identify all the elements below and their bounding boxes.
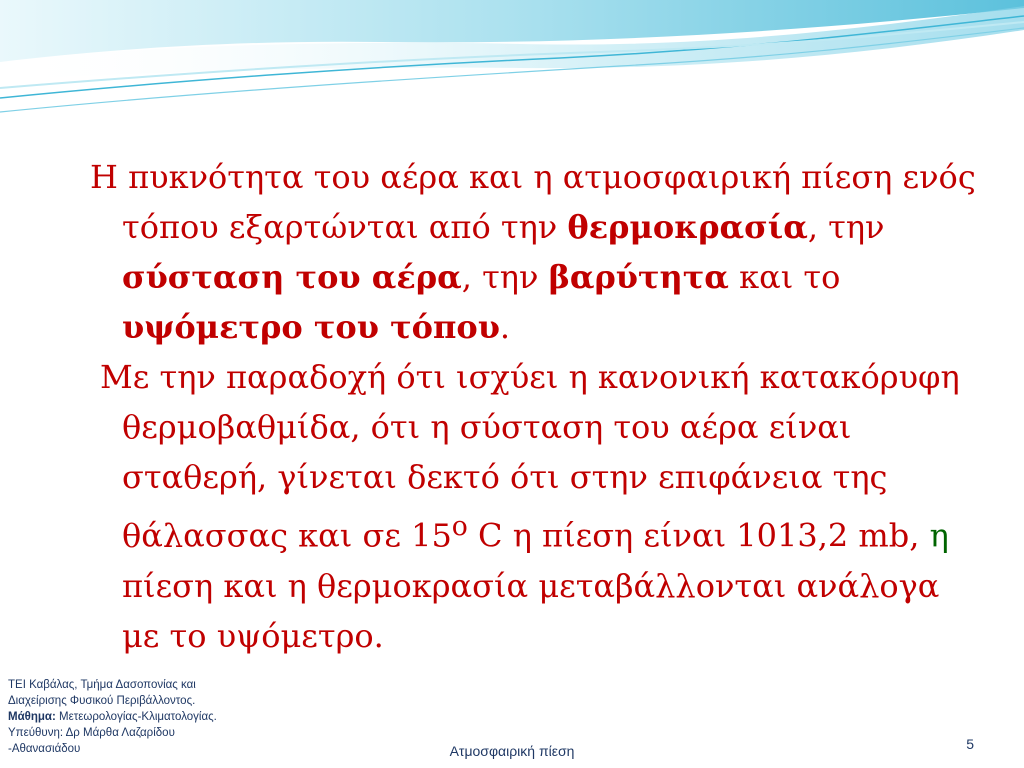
emphasis-altitude: υψόμετρο του τόπου <box>122 308 500 346</box>
emphasis-gravity: βαρύτητα <box>548 258 729 296</box>
footer-course-label: Μάθημα: <box>8 711 56 723</box>
footer-line-1: ΤΕΙ Καβάλας, Τμήμα Δασοπονίας και <box>8 679 196 691</box>
paragraph1-text-1: Η πυκνότητα του αέρα και η ατμοσφαιρική πίεση ενός τόπου εξαρτώνται από την <box>90 158 976 246</box>
paragraph1-text-5: . <box>499 308 511 346</box>
footer-course <box>8 709 268 725</box>
emphasis-temperature: θερμοκρασία <box>567 208 808 246</box>
paragraph1-text-2: , την <box>807 208 885 246</box>
footer-line-2: Διαχείρισης Φυσικού Περιβάλλοντος. <box>8 695 196 707</box>
paragraph2-text-2: C η πίεση είναι 1013,2 mb, <box>467 516 930 555</box>
paragraph1-text-4: και το <box>728 258 841 296</box>
paragraph-standard-assumption <box>90 352 980 661</box>
footer-course-value: Μετεωρολογίας-Κλιματολογίας. <box>55 711 217 723</box>
paragraph2-text-3: πίεση και η θερμοκρασία μεταβάλλονται ανάλογα με το υψόμετρο. <box>122 566 940 655</box>
degree-superscript: ο <box>451 511 468 542</box>
decorative-wave-banner <box>0 0 1024 130</box>
footer-line-5: -Αθανασιάδου <box>8 743 81 755</box>
body-text-block <box>90 152 980 661</box>
paragraph-density-pressure <box>90 152 980 352</box>
green-article: η <box>929 516 949 555</box>
paragraph2-text-1: Με την παραδοχή ότι ισχύει η κανονική κατακόρυφη θερμοβαθμίδα, ότι η σύσταση του αέρα είναι σταθερή, γίνεται δεκτό ότι στην επιφάνεια της θάλασσας και σε 15 <box>100 358 960 555</box>
footer-title: Ατμοσφαιρική πίεση <box>449 743 575 759</box>
footer-line-4: Υπεύθυνη: Δρ Μάρθα Λαζαρίδου <box>8 727 175 739</box>
paragraph1-text-3: , την <box>461 258 549 296</box>
page-number: 5 <box>966 736 974 752</box>
emphasis-air-composition: σύσταση του αέρα <box>122 258 462 296</box>
